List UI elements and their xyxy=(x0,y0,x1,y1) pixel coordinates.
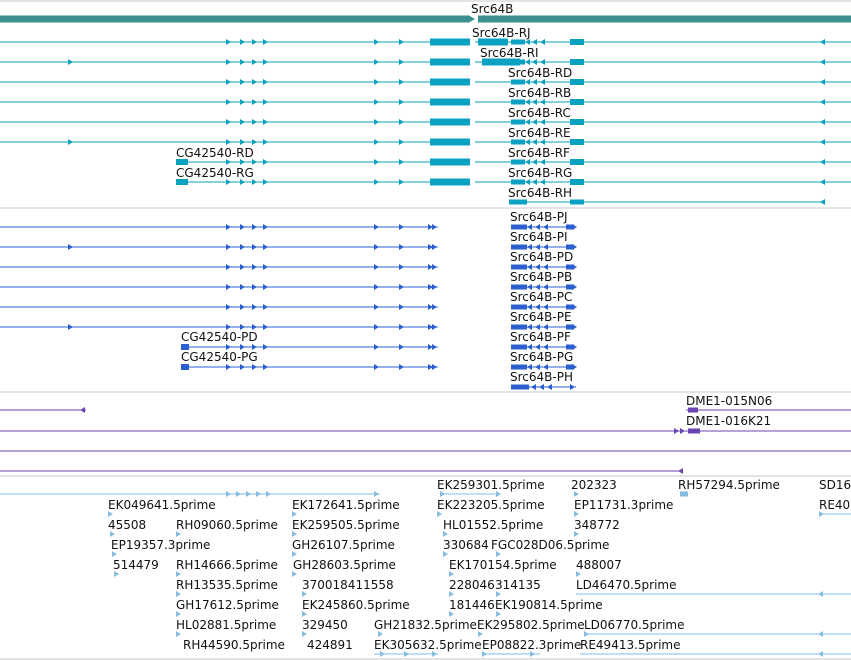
strand-arrow xyxy=(374,224,379,230)
est-label[interactable]: EK259505.5prime xyxy=(292,518,400,532)
exon-block xyxy=(509,200,527,205)
strand-arrow xyxy=(68,139,73,145)
strand-arrow xyxy=(374,39,379,45)
est-label[interactable]: HL01552.5prime xyxy=(443,518,544,532)
est-label[interactable]: EK223205.5prime xyxy=(437,498,545,512)
strand-arrow xyxy=(399,159,404,165)
strand-arrow xyxy=(252,139,257,145)
strand-arrow xyxy=(820,179,825,185)
strand-arrow xyxy=(240,224,245,230)
exon-block xyxy=(511,265,527,270)
exon-block xyxy=(511,325,527,330)
strand-arrow xyxy=(263,119,268,125)
strand-arrow xyxy=(399,284,404,290)
est-label[interactable]: 202323 xyxy=(571,478,617,492)
strand-arrow xyxy=(240,244,245,250)
exon-block xyxy=(511,80,525,85)
est-arrow xyxy=(818,631,823,637)
strand-arrow xyxy=(399,119,404,125)
strand-arrow xyxy=(820,119,825,125)
strand-arrow xyxy=(399,264,404,270)
est-arrow xyxy=(266,491,271,497)
strand-arrow xyxy=(432,284,437,290)
transcript-label-rg[interactable]: Src64B-RG xyxy=(508,166,573,180)
strand-arrow xyxy=(240,119,245,125)
strand-arrow xyxy=(572,324,577,330)
est-label[interactable]: EK190814.5prime xyxy=(495,598,603,612)
strand-arrow xyxy=(240,39,245,45)
transcript-label-rc[interactable]: Src64B-RC xyxy=(508,106,571,120)
transcript-label-rb[interactable]: Src64B-RB xyxy=(508,86,572,100)
exon-block xyxy=(430,99,470,106)
est-label[interactable]: GH17612.5prime xyxy=(176,598,279,612)
strand-arrow xyxy=(820,39,825,45)
strand-arrow xyxy=(252,244,257,250)
est-label[interactable]: 228046 xyxy=(449,578,495,592)
clone-label-dme1-016k21[interactable]: DME1-016K21 xyxy=(686,414,772,428)
exon-block xyxy=(511,345,527,350)
strand-arrow xyxy=(226,224,231,230)
strand-arrow xyxy=(252,364,257,370)
gene-label-src64b: Src64B xyxy=(471,2,514,16)
strand-arrow xyxy=(374,244,379,250)
strand-arrow xyxy=(240,264,245,270)
strand-arrow xyxy=(432,244,437,250)
strand-arrow xyxy=(572,224,577,230)
strand-arrow xyxy=(432,324,437,330)
est-label[interactable]: 181446 xyxy=(449,598,495,612)
exon-block xyxy=(511,245,527,250)
transcript-label-rd[interactable]: Src64B-RD xyxy=(508,66,573,80)
est-label[interactable]: 330684 xyxy=(443,538,489,552)
exon-block xyxy=(511,385,529,390)
est-label[interactable]: EK172641.5prime xyxy=(292,498,400,512)
strand-arrow xyxy=(820,139,825,145)
strand-arrow xyxy=(240,99,245,105)
strand-arrow xyxy=(399,304,404,310)
protein-label-cg42540-pg[interactable]: CG42540-PG xyxy=(181,350,258,364)
transcript-label-rj[interactable]: Src64B-RJ xyxy=(472,26,531,40)
strand-arrow xyxy=(226,79,231,85)
est-label[interactable]: 424891 xyxy=(307,638,353,652)
protein-label-pj[interactable]: Src64B-PJ xyxy=(510,210,568,224)
strand-arrow xyxy=(263,224,268,230)
strand-arrow xyxy=(399,364,404,370)
strand-arrow xyxy=(572,304,577,310)
strand-arrow xyxy=(263,99,268,105)
strand-arrow xyxy=(432,344,437,350)
transcript-label-re[interactable]: Src64B-RE xyxy=(508,126,571,140)
exon-block xyxy=(570,39,584,45)
strand-arrow xyxy=(252,59,257,65)
strand-arrow xyxy=(374,59,379,65)
strand-arrow xyxy=(68,324,73,330)
exon-block xyxy=(430,159,470,166)
transcript-label-cg42540-rg[interactable]: CG42540-RG xyxy=(176,166,254,180)
est-label[interactable]: RH14666.5prime xyxy=(176,558,278,572)
strand-arrow xyxy=(374,139,379,145)
est-label[interactable]: RH44590.5prime xyxy=(183,638,285,652)
est-label[interactable]: GH28603.5prime xyxy=(293,558,396,572)
est-label[interactable]: EK049641.5prime xyxy=(108,498,216,512)
exon-block xyxy=(511,285,527,290)
strand-arrow xyxy=(572,284,577,290)
exon-block xyxy=(570,59,584,65)
est-label[interactable]: 488007 xyxy=(576,558,622,572)
clone-arrow xyxy=(80,407,85,413)
est-block xyxy=(680,492,688,497)
exon-block xyxy=(430,59,470,66)
strand-arrow xyxy=(226,119,231,125)
est-label[interactable]: RH57294.5prime xyxy=(678,478,780,492)
strand-arrow xyxy=(252,304,257,310)
exon-block xyxy=(430,39,470,46)
exon-block xyxy=(570,139,584,145)
exon-block xyxy=(511,180,525,185)
strand-arrow xyxy=(252,264,257,270)
strand-arrow xyxy=(539,384,544,390)
strand-arrow xyxy=(68,244,73,250)
strand-arrow xyxy=(820,199,825,205)
strand-arrow xyxy=(263,159,268,165)
strand-arrow xyxy=(374,159,379,165)
strand-arrow xyxy=(399,324,404,330)
strand-arrow xyxy=(531,384,536,390)
exon-block xyxy=(430,179,470,186)
exon-block xyxy=(181,364,189,370)
strand-arrow xyxy=(263,304,268,310)
strand-arrow xyxy=(252,79,257,85)
strand-arrow xyxy=(240,364,245,370)
exon-block xyxy=(430,79,470,86)
est-label[interactable]: 329450 xyxy=(302,618,348,632)
est-label[interactable]: HL02881.5prime xyxy=(176,618,277,632)
transcript-label-ri[interactable]: Src64B-RI xyxy=(480,46,539,60)
protein-label-pg[interactable]: Src64B-PG xyxy=(510,350,574,364)
strand-arrow xyxy=(399,39,404,45)
strand-arrow xyxy=(263,364,268,370)
est-label[interactable]: EK295802.5prime xyxy=(477,618,585,632)
strand-arrow xyxy=(226,99,231,105)
exon-block xyxy=(430,139,470,146)
est-label[interactable]: EP19357.3prime xyxy=(111,538,211,552)
est-label[interactable]: EK170154.5prime xyxy=(449,558,557,572)
strand-arrow xyxy=(226,244,231,250)
strand-arrow xyxy=(570,384,575,390)
protein-label-pi[interactable]: Src64B-PI xyxy=(510,230,568,244)
strand-arrow xyxy=(263,344,268,350)
exon-block xyxy=(511,140,525,145)
strand-arrow xyxy=(374,344,379,350)
protein-label-pd[interactable]: Src64B-PD xyxy=(510,250,574,264)
clone-arrow xyxy=(678,468,683,474)
est-arrow xyxy=(236,491,241,497)
strand-arrow xyxy=(263,79,268,85)
est-label[interactable]: FGC028D06.5prime xyxy=(491,538,610,552)
clone-block xyxy=(688,429,700,434)
est-label[interactable]: 45508 xyxy=(108,518,147,532)
strand-arrow xyxy=(226,264,231,270)
est-label[interactable]: RH13535.5prime xyxy=(176,578,278,592)
transcript-label-rf[interactable]: Src64B-RF xyxy=(508,146,570,160)
strand-arrow xyxy=(226,59,231,65)
strand-arrow xyxy=(432,224,437,230)
est-arrow xyxy=(818,651,823,657)
exon-block xyxy=(511,305,527,310)
strand-arrow xyxy=(374,324,379,330)
exon-block xyxy=(430,119,470,126)
transcript-label-cg42540-rd[interactable]: CG42540-RD xyxy=(176,146,254,160)
gene-bar xyxy=(0,16,468,23)
strand-arrow xyxy=(68,59,73,65)
strand-arrow xyxy=(226,304,231,310)
strand-arrow xyxy=(252,224,257,230)
strand-arrow xyxy=(252,119,257,125)
strand-arrow xyxy=(226,139,231,145)
protein-label-pc[interactable]: Src64B-PC xyxy=(510,290,573,304)
protein-label-cg42540-pd[interactable]: CG42540-PD xyxy=(181,330,258,344)
strand-arrow xyxy=(399,244,404,250)
est-arrow xyxy=(256,491,261,497)
exon-block xyxy=(570,159,584,165)
strand-arrow xyxy=(820,79,825,85)
strand-arrow xyxy=(399,79,404,85)
strand-arrow xyxy=(432,304,437,310)
gene-bar xyxy=(478,16,851,23)
protein-label-ph[interactable]: Src64B-PH xyxy=(510,370,573,384)
strand-arrow xyxy=(572,264,577,270)
strand-arrow xyxy=(252,284,257,290)
strand-arrow xyxy=(540,39,545,45)
strand-arrow xyxy=(263,139,268,145)
strand-arrow xyxy=(820,159,825,165)
strand-arrow xyxy=(240,304,245,310)
exon-block xyxy=(511,100,525,105)
strand-arrow xyxy=(226,284,231,290)
exon-block xyxy=(570,119,584,125)
est-arrow xyxy=(374,491,379,497)
est-label[interactable]: EK259301.5prime xyxy=(437,478,545,492)
strand-arrow xyxy=(547,384,552,390)
est-label[interactable]: GH26107.5prime xyxy=(292,538,395,552)
clone-label-dme1-015n06[interactable]: DME1-015N06 xyxy=(686,394,773,408)
est-label[interactable]: LD46470.5prime xyxy=(576,578,677,592)
strand-arrow xyxy=(263,39,268,45)
exon-block xyxy=(570,200,584,205)
strand-arrow xyxy=(432,364,437,370)
strand-arrow xyxy=(263,59,268,65)
strand-arrow xyxy=(263,284,268,290)
est-label[interactable]: 348772 xyxy=(574,518,620,532)
est-label[interactable]: RH09060.5prime xyxy=(176,518,278,532)
strand-arrow xyxy=(240,139,245,145)
strand-arrow xyxy=(374,79,379,85)
strand-arrow xyxy=(399,99,404,105)
strand-arrow xyxy=(399,139,404,145)
strand-arrow xyxy=(532,39,537,45)
strand-arrow xyxy=(374,179,379,185)
strand-arrow xyxy=(263,244,268,250)
strand-arrow xyxy=(226,39,231,45)
strand-arrow xyxy=(374,304,379,310)
strand-arrow xyxy=(399,224,404,230)
exon-block xyxy=(511,120,525,125)
strand-arrow xyxy=(240,79,245,85)
est-arrow xyxy=(226,491,231,497)
strand-arrow xyxy=(263,264,268,270)
est-arrow xyxy=(818,591,823,597)
strand-arrow xyxy=(263,324,268,330)
strand-arrow xyxy=(226,364,231,370)
gene-arrow xyxy=(468,15,475,23)
est-label[interactable]: 370018411558 xyxy=(302,578,394,592)
exon-block xyxy=(511,365,527,370)
clone-arrow xyxy=(680,428,685,434)
strand-arrow xyxy=(240,59,245,65)
exon-block xyxy=(511,160,525,165)
exon-block xyxy=(570,99,584,105)
protein-label-pe[interactable]: Src64B-PE xyxy=(510,310,572,324)
strand-arrow xyxy=(263,179,268,185)
strand-arrow xyxy=(399,344,404,350)
strand-arrow xyxy=(820,99,825,105)
strand-arrow xyxy=(374,364,379,370)
strand-arrow xyxy=(374,119,379,125)
strand-arrow xyxy=(374,284,379,290)
strand-arrow xyxy=(252,39,257,45)
strand-arrow xyxy=(374,264,379,270)
clone-arrow xyxy=(674,428,679,434)
est-arrow xyxy=(246,491,251,497)
exon-block xyxy=(511,40,525,45)
transcript-label-rh[interactable]: Src64B-RH xyxy=(508,186,573,200)
strand-arrow xyxy=(399,179,404,185)
protein-label-pf[interactable]: Src64B-PF xyxy=(510,330,571,344)
exon-block xyxy=(511,225,527,230)
protein-label-pb[interactable]: Src64B-PB xyxy=(510,270,573,284)
est-label[interactable]: EP11731.3prime xyxy=(574,498,674,512)
est-label[interactable]: GH21832.5prime xyxy=(374,618,477,632)
est-label[interactable]: EP08822.3prime xyxy=(482,638,582,652)
est-label[interactable]: EK245860.5prime xyxy=(302,598,410,612)
strand-arrow xyxy=(240,284,245,290)
est-label[interactable]: 514479 xyxy=(113,558,159,572)
est-label[interactable]: RE40 xyxy=(819,498,851,512)
strand-arrow xyxy=(540,59,545,65)
clone-block xyxy=(688,408,698,413)
est-label[interactable]: LD06770.5prime xyxy=(584,618,685,632)
est-label[interactable]: 314135 xyxy=(495,578,541,592)
est-label[interactable]: EK305632.5prime xyxy=(374,638,482,652)
strand-arrow xyxy=(374,99,379,105)
strand-arrow xyxy=(399,59,404,65)
est-label[interactable]: SD16 xyxy=(819,478,851,492)
strand-arrow xyxy=(252,99,257,105)
est-label[interactable]: RE49413.5prime xyxy=(580,638,681,652)
strand-arrow xyxy=(820,59,825,65)
strand-arrow xyxy=(432,264,437,270)
